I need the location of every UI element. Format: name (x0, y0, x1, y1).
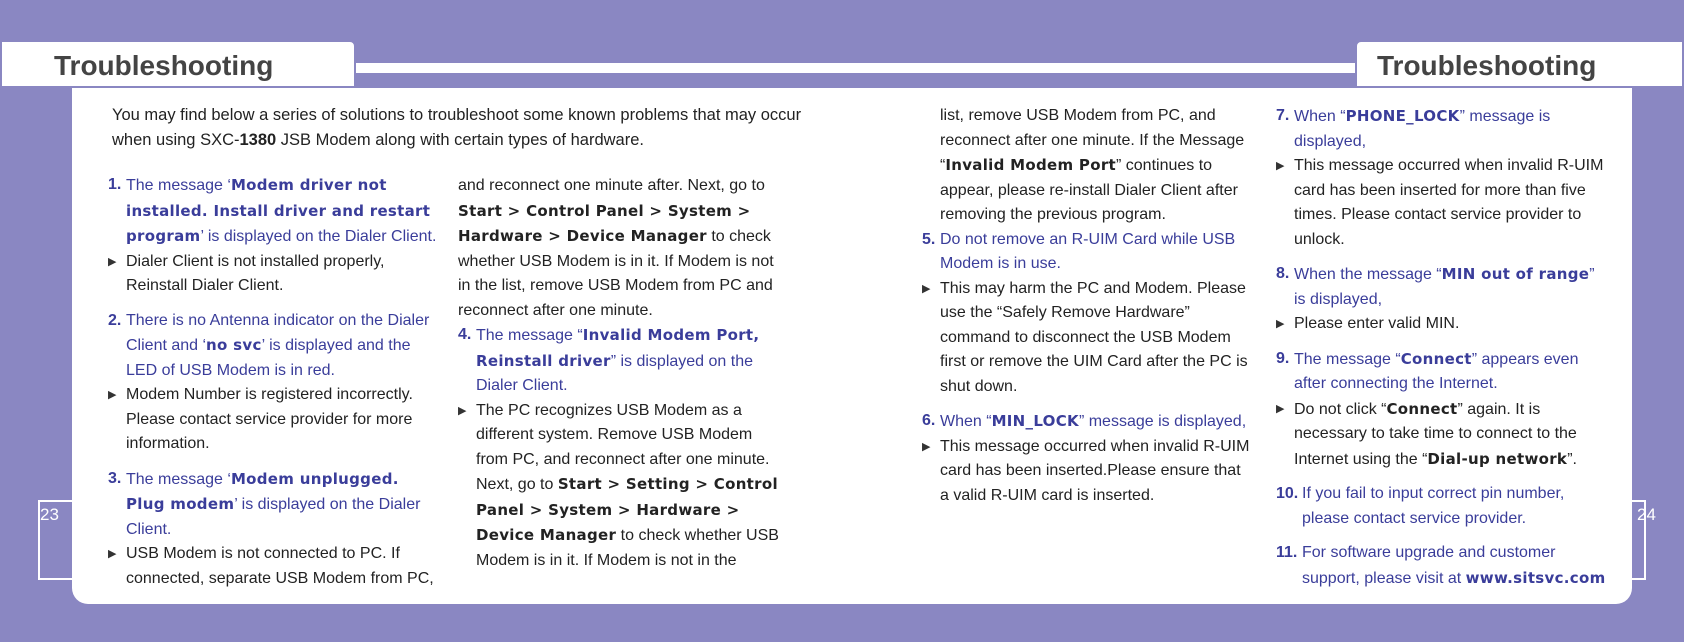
page-title-left: Troubleshooting (0, 40, 356, 88)
column-3 (922, 104, 1252, 518)
question-text: For software upgrade and customer support, please visit at (1302, 544, 1556, 587)
message-text: PHONE_LOCK (1345, 107, 1460, 125)
question-text: The message ‘ (126, 177, 231, 194)
trouble-item-8 (1276, 262, 1606, 337)
item-number: 2. (108, 311, 122, 329)
item-number: 1. (108, 176, 122, 193)
question-2 (108, 309, 438, 384)
message-text: Dial-up network (1427, 449, 1568, 468)
page-number-left: 23 (40, 505, 59, 524)
message-text: no svc (206, 336, 262, 354)
message-text: Invalid Modem Port (945, 156, 1116, 174)
answer-text: to check whether USB Modem is in it. If Modem is not in the (476, 527, 779, 569)
message-text: MIN_LOCK (991, 412, 1079, 430)
item-number: 7. (1276, 107, 1290, 124)
trouble-item-7 (1276, 104, 1606, 252)
question-3 (108, 467, 438, 543)
answer-7: ▶ This message occurred when invalid R-UIM card has been inserted for more than five times. Please contact service provider to unlock. (1276, 154, 1606, 252)
question-text: Do not remove an R-UIM Card while USB Modem is in use. (940, 230, 1236, 272)
message-text: Modem driver not installed. Install driver and restart program (126, 176, 431, 245)
question-11 (1276, 541, 1606, 591)
question-5 (922, 228, 1252, 277)
question-text: The message “ (476, 327, 583, 344)
menu-path: Start > Setting > Control Panel > System > Hardware > Device Manager (476, 475, 778, 544)
trouble-item-2 (108, 309, 438, 457)
answer-1: ▶ Dialer Client is not installed properly, Reinstall Dialer Client. (108, 250, 438, 299)
menu-path: Start > Control Panel > System > Hardware > Device Manager (458, 201, 751, 245)
question-text: If you fail to input correct pin number, please contact service provider. (1302, 485, 1565, 527)
message-text: Invalid Modem Port, Reinstall driver (476, 326, 760, 370)
trouble-item-5 (922, 228, 1252, 400)
content-panel (72, 88, 1632, 604)
question-7 (1276, 104, 1606, 154)
page-title-right: Troubleshooting (1355, 40, 1684, 88)
answer-5: ▶ This may harm the PC and Modem. Please use the “Safely Remove Hardware” command to disconnect the USB Modem first or remove the UIM Card after the PC is shut down. (922, 277, 1252, 400)
message-text: Connect (1386, 399, 1458, 418)
question-text: When “ (1294, 108, 1346, 125)
answer-8: ▶ Please enter valid MIN. (1276, 312, 1606, 337)
message-text: Modem unplugged. Plug modem (126, 469, 399, 513)
intro-text-end: JSB Modem along with certain types of hardware. (276, 131, 644, 149)
trouble-item-10 (1276, 482, 1606, 531)
item-number: 3. (108, 469, 122, 487)
answer-6: ▶ This message occurred when invalid R-UIM card has been inserted.Please ensure that a valid R-UIM card is inserted. (922, 435, 1252, 509)
question-text: ” is displayed on the Dialer Client. (476, 352, 754, 394)
column-4 (1276, 104, 1606, 601)
intro-paragraph (112, 103, 812, 153)
question-text: The message ‘ (126, 470, 231, 488)
column-2 (458, 174, 788, 583)
question-text: When the message “ (1294, 266, 1442, 283)
answer-9 (1276, 397, 1606, 473)
answer-2: ▶ Modem Number is registered incorrectly. Please contact service provider for more information. (108, 383, 438, 457)
answer-text: and reconnect one minute after. Next, go to (458, 177, 765, 194)
question-text: ’ is displayed on the Dialer Client. (200, 228, 437, 245)
question-1 (108, 173, 438, 250)
answer-3-continued (458, 174, 788, 323)
trouble-item-4 (458, 323, 788, 573)
item-number: 11. (1276, 544, 1298, 561)
answer-text: Do not click “ (1294, 400, 1387, 418)
item-number: 6. (922, 412, 936, 429)
answer-4 (458, 399, 788, 574)
item-number: 8. (1276, 265, 1290, 282)
item-number: 9. (1276, 349, 1290, 367)
intro-model-prefix: SXC- (200, 131, 240, 149)
question-text: ” message is displayed, (1294, 108, 1551, 150)
question-text: ” appears even after connecting the Internet. (1294, 350, 1579, 392)
question-text: ” is displayed, (1294, 266, 1595, 308)
trouble-item-3 (108, 467, 438, 592)
answer-text: ” again. It is necessary to take time to connect to the Internet using the “ (1294, 400, 1577, 468)
question-10 (1276, 482, 1606, 531)
question-6 (922, 409, 1252, 435)
question-text: ’ is displayed and the LED of USB Modem is in red. (126, 337, 411, 379)
question-text: There is no Antenna indicator on the Dialer Client and ‘ (126, 311, 430, 354)
item-number: 5. (922, 230, 936, 248)
question-text: ’ is displayed on the Dialer Client. (126, 496, 421, 538)
question-text: When “ (940, 413, 992, 430)
answer-4-continued (922, 104, 1252, 228)
intro-text: You may find below a series of solutions to troubleshoot some known problems that may occur when using (112, 106, 802, 149)
answer-text: ”. (1567, 450, 1577, 468)
trouble-item-6 (922, 409, 1252, 508)
question-text: ” message is displayed, (1078, 413, 1247, 430)
answer-3: ▶ USB Modem is not connected to PC. If connected, separate USB Modem from PC, (108, 542, 438, 591)
item-number: 10. (1276, 485, 1299, 502)
answer-text: The PC recognizes USB Modem as a different system. Remove USB Modem from PC, and reconnect after one minute. Next, go to (476, 401, 770, 493)
support-url: www.sitsvc.com (1465, 568, 1606, 587)
item-number: 4. (458, 326, 472, 343)
trouble-item-9 (1276, 347, 1606, 473)
question-9 (1276, 347, 1606, 397)
question-text: The message “ (1294, 350, 1401, 368)
page-number-right: 24 (1637, 505, 1656, 524)
trouble-item-11 (1276, 541, 1606, 591)
question-4 (458, 323, 788, 399)
trouble-item-1 (108, 173, 438, 299)
answer-text: to check whether USB Modem is in it. If Modem is not in the list, remove USB Modem from PC and reconnect after one minute. (458, 228, 774, 319)
answer-text: ” continues to appear, please re-install Dialer Client after removing the previous program. (940, 157, 1238, 223)
intro-model-number: 1380 (239, 131, 277, 149)
answer-text: list, remove USB Modem from PC, and reconnect after one minute. If the Message “ (940, 107, 1245, 174)
message-text: Connect (1400, 349, 1472, 368)
question-8 (1276, 262, 1606, 312)
column-1 (108, 173, 438, 601)
message-text: MIN out of range (1441, 265, 1590, 283)
